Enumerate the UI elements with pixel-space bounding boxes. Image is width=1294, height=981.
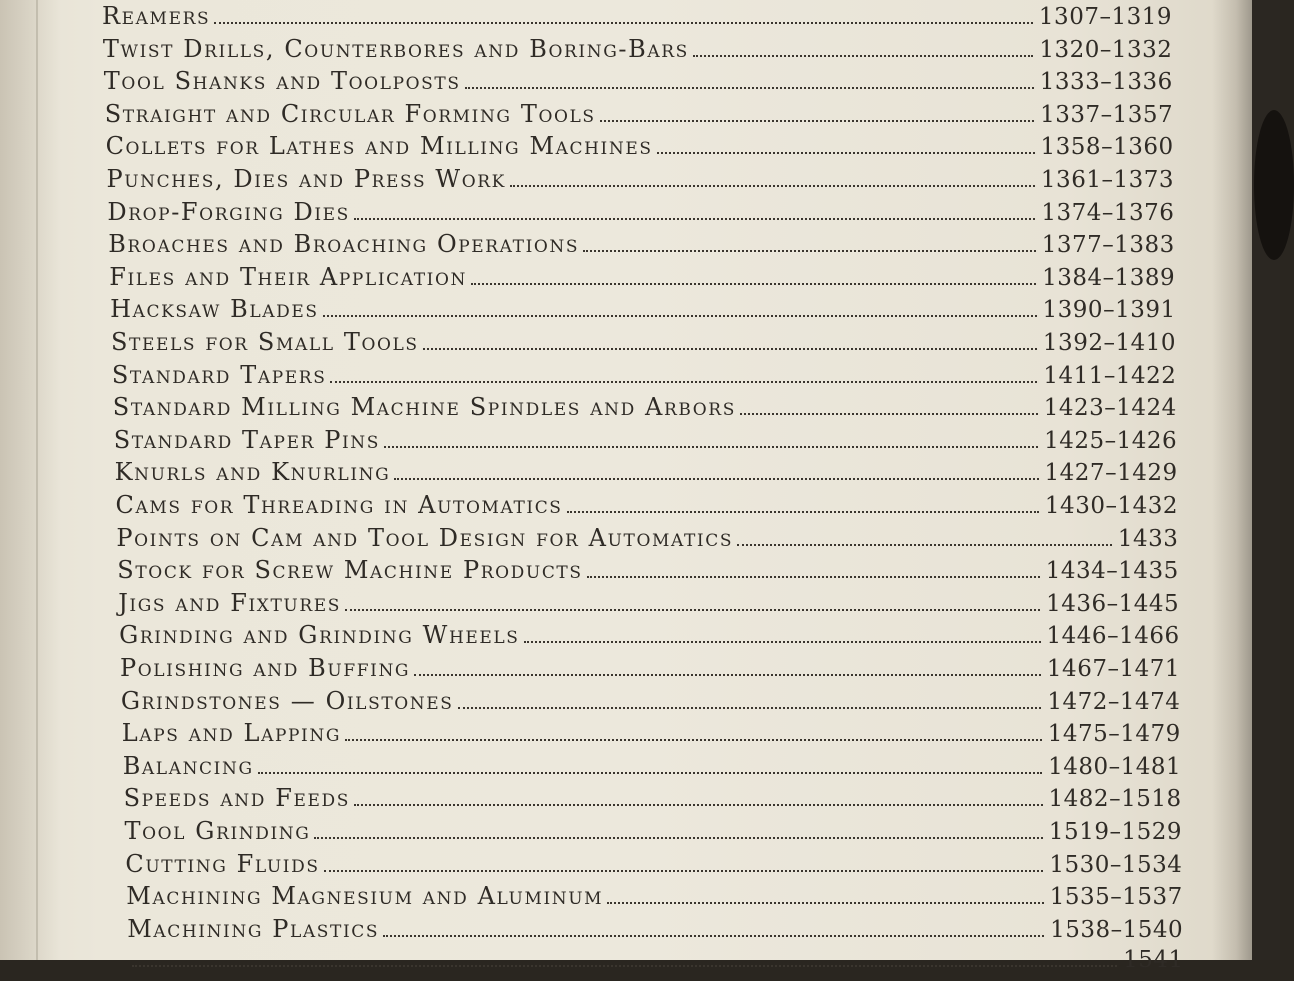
dot-leader xyxy=(737,544,1112,546)
dot-leader xyxy=(657,152,1035,154)
toc-entry-title: Collets for Lathes and Milling Machines xyxy=(105,132,653,161)
toc-entry-title: Steels for Small Tools xyxy=(111,328,419,356)
toc-entry-title: Machining Magnesium and Aluminum xyxy=(126,882,604,911)
dot-leader xyxy=(458,707,1042,709)
dot-leader xyxy=(384,446,1038,448)
toc-entry-pages: 1436–1445 xyxy=(1046,590,1180,617)
dot-leader xyxy=(740,413,1038,415)
toc-entry-title: Grindstones — Oilstones xyxy=(120,686,454,715)
toc-entry xyxy=(128,947,1184,981)
toc-entry xyxy=(108,230,1175,264)
toc-entry-pages: 1320–1332 xyxy=(1039,36,1173,63)
toc-entry xyxy=(115,458,1178,492)
toc-entry xyxy=(125,850,1182,884)
dark-object xyxy=(1254,110,1294,260)
toc-entry-pages: 1480–1481 xyxy=(1048,753,1182,780)
dot-leader xyxy=(510,185,1035,187)
toc-entry-pages: 1541 xyxy=(1123,947,1184,974)
toc-entry-title: Polishing and Buffing xyxy=(120,654,411,682)
toc-entry-pages: 1411–1422 xyxy=(1043,362,1177,389)
toc-entry-title: Broaches and Broaching Operations xyxy=(108,230,580,259)
dot-leader xyxy=(524,641,1041,643)
dot-leader xyxy=(583,250,1036,252)
toc-entry xyxy=(107,165,1175,199)
toc-entry xyxy=(104,67,1173,101)
toc-entry-title: Grinding and Grinding Wheels xyxy=(119,621,520,650)
toc-entry-pages: 1423–1424 xyxy=(1043,395,1177,422)
toc-entry-title: Punches, Dies and Press Work xyxy=(106,165,506,193)
toc-entry xyxy=(117,556,1179,590)
toc-entry-title: Standard Milling Machine Spindles and Arbors xyxy=(112,393,736,422)
toc-entry-title: Twist Drills, Counterbores and Boring-Bars xyxy=(102,34,689,63)
toc-entry-title: Stock for Screw Machine Products xyxy=(117,556,583,585)
dot-leader xyxy=(324,870,1044,872)
toc-entry xyxy=(109,263,1175,297)
toc-entry-pages: 1482–1518 xyxy=(1048,786,1182,813)
toc-entry xyxy=(122,719,1181,753)
toc-entry-pages: 1472–1474 xyxy=(1047,688,1181,715)
toc-entry-pages: 1390–1391 xyxy=(1042,297,1176,324)
toc-entry-title: Standard Taper Pins xyxy=(113,425,381,454)
toc-entry-pages: 1538–1540 xyxy=(1050,916,1184,943)
dot-leader xyxy=(314,837,1042,839)
dot-leader xyxy=(258,772,1043,774)
toc-entry-pages: 1361–1373 xyxy=(1040,167,1174,193)
toc-entry-pages: 1446–1466 xyxy=(1046,623,1180,650)
toc-entry xyxy=(116,524,1178,558)
toc-entry-title: Files and Their Application xyxy=(109,262,467,291)
toc-entry xyxy=(111,328,1176,362)
toc-entry xyxy=(110,295,1176,329)
toc-entry xyxy=(113,393,1177,427)
toc-entry-title: Points on Cam and Tool Design for Automatics xyxy=(116,523,734,552)
toc-entry-pages: 1333–1336 xyxy=(1039,69,1173,96)
toc-entry xyxy=(112,361,1177,395)
toc-entry-pages: 1467–1471 xyxy=(1046,656,1180,682)
dot-leader xyxy=(354,218,1035,220)
toc-entry-pages: 1425–1426 xyxy=(1044,427,1178,454)
dot-leader xyxy=(600,120,1034,122)
toc-entry xyxy=(105,100,1174,134)
toc-entry-title: Tool Shanks and Toolposts xyxy=(103,67,461,96)
toc-entry xyxy=(127,915,1183,949)
dot-leader xyxy=(394,478,1038,480)
dot-leader xyxy=(323,315,1037,317)
toc-entry-title: Laps and Lapping xyxy=(121,719,341,748)
toc-entry xyxy=(126,882,1183,916)
toc-entry xyxy=(119,621,1180,655)
toc-entry-title: Balancing xyxy=(122,751,254,780)
toc-entry-title: Speeds and Feeds xyxy=(123,784,350,813)
toc-entry-pages: 1433 xyxy=(1117,525,1179,552)
dot-leader xyxy=(132,965,1117,967)
toc-entry-pages: 1358–1360 xyxy=(1040,134,1174,161)
toc-entry xyxy=(121,687,1181,721)
toc-entry-title: Knurls and Knurling xyxy=(114,458,391,487)
toc-entry xyxy=(106,132,1174,166)
toc-entry-pages: 1535–1537 xyxy=(1049,884,1183,911)
toc-entry xyxy=(124,784,1182,818)
dot-leader xyxy=(345,609,1040,611)
toc-entry-pages: 1374–1376 xyxy=(1041,199,1175,226)
toc-entry xyxy=(118,589,1179,623)
dot-leader xyxy=(465,87,1034,89)
toc-entry-pages: 1530–1534 xyxy=(1049,851,1183,878)
toc-entry-title: Straight and Circular Forming Tools xyxy=(104,99,596,128)
toc-entry xyxy=(102,2,1172,36)
dot-leader xyxy=(471,283,1036,285)
dot-leader xyxy=(383,935,1044,937)
toc-entry-pages: 1434–1435 xyxy=(1045,558,1179,585)
toc-entry-pages: 1377–1383 xyxy=(1041,232,1175,259)
toc-entry-title: Cutting Fluids xyxy=(125,849,320,878)
dot-leader xyxy=(330,381,1037,383)
toc-entry-title: Hacksaw Blades xyxy=(110,295,319,324)
toc-entry xyxy=(120,654,1180,688)
toc-entry-title: Drop-Forging Dies xyxy=(107,197,350,226)
page-edge-shadow xyxy=(1212,0,1252,960)
toc-entry xyxy=(103,35,1173,69)
dot-leader xyxy=(414,674,1041,676)
toc-entry-title: Jigs and Fixtures xyxy=(118,588,341,617)
toc-entry-title: Tool Grinding xyxy=(124,817,311,845)
toc-entry-pages: 1384–1389 xyxy=(1042,264,1176,291)
toc-entry-title: Reamers xyxy=(102,2,211,30)
toc-entry-pages: 1427–1429 xyxy=(1044,460,1178,487)
toc-entry-pages: 1337–1357 xyxy=(1040,101,1174,128)
toc-entry xyxy=(125,817,1183,851)
dot-leader xyxy=(693,55,1033,57)
toc-entry-pages: 1519–1529 xyxy=(1048,819,1182,845)
toc-entry xyxy=(123,752,1182,786)
dot-leader xyxy=(607,902,1044,904)
dot-leader xyxy=(214,22,1033,24)
dot-leader xyxy=(345,739,1042,741)
dot-leader xyxy=(354,804,1043,806)
toc-entry-title: Standard Tapers xyxy=(111,360,327,389)
dot-leader xyxy=(567,511,1039,513)
toc-entry xyxy=(116,491,1179,525)
toc-entry-pages: 1475–1479 xyxy=(1047,721,1181,748)
toc-entry-pages: 1307–1319 xyxy=(1038,4,1172,30)
toc-entry-pages: 1430–1432 xyxy=(1044,493,1178,519)
toc-entry-title: Machining Plastics xyxy=(127,914,380,943)
dot-leader xyxy=(587,576,1040,578)
toc-entry-title: Cams for Threading in Automatics xyxy=(115,491,563,519)
toc-entry xyxy=(114,426,1178,460)
dot-leader xyxy=(423,348,1037,350)
toc-entry-pages: 1392–1410 xyxy=(1042,330,1176,356)
toc-entry xyxy=(107,198,1174,232)
